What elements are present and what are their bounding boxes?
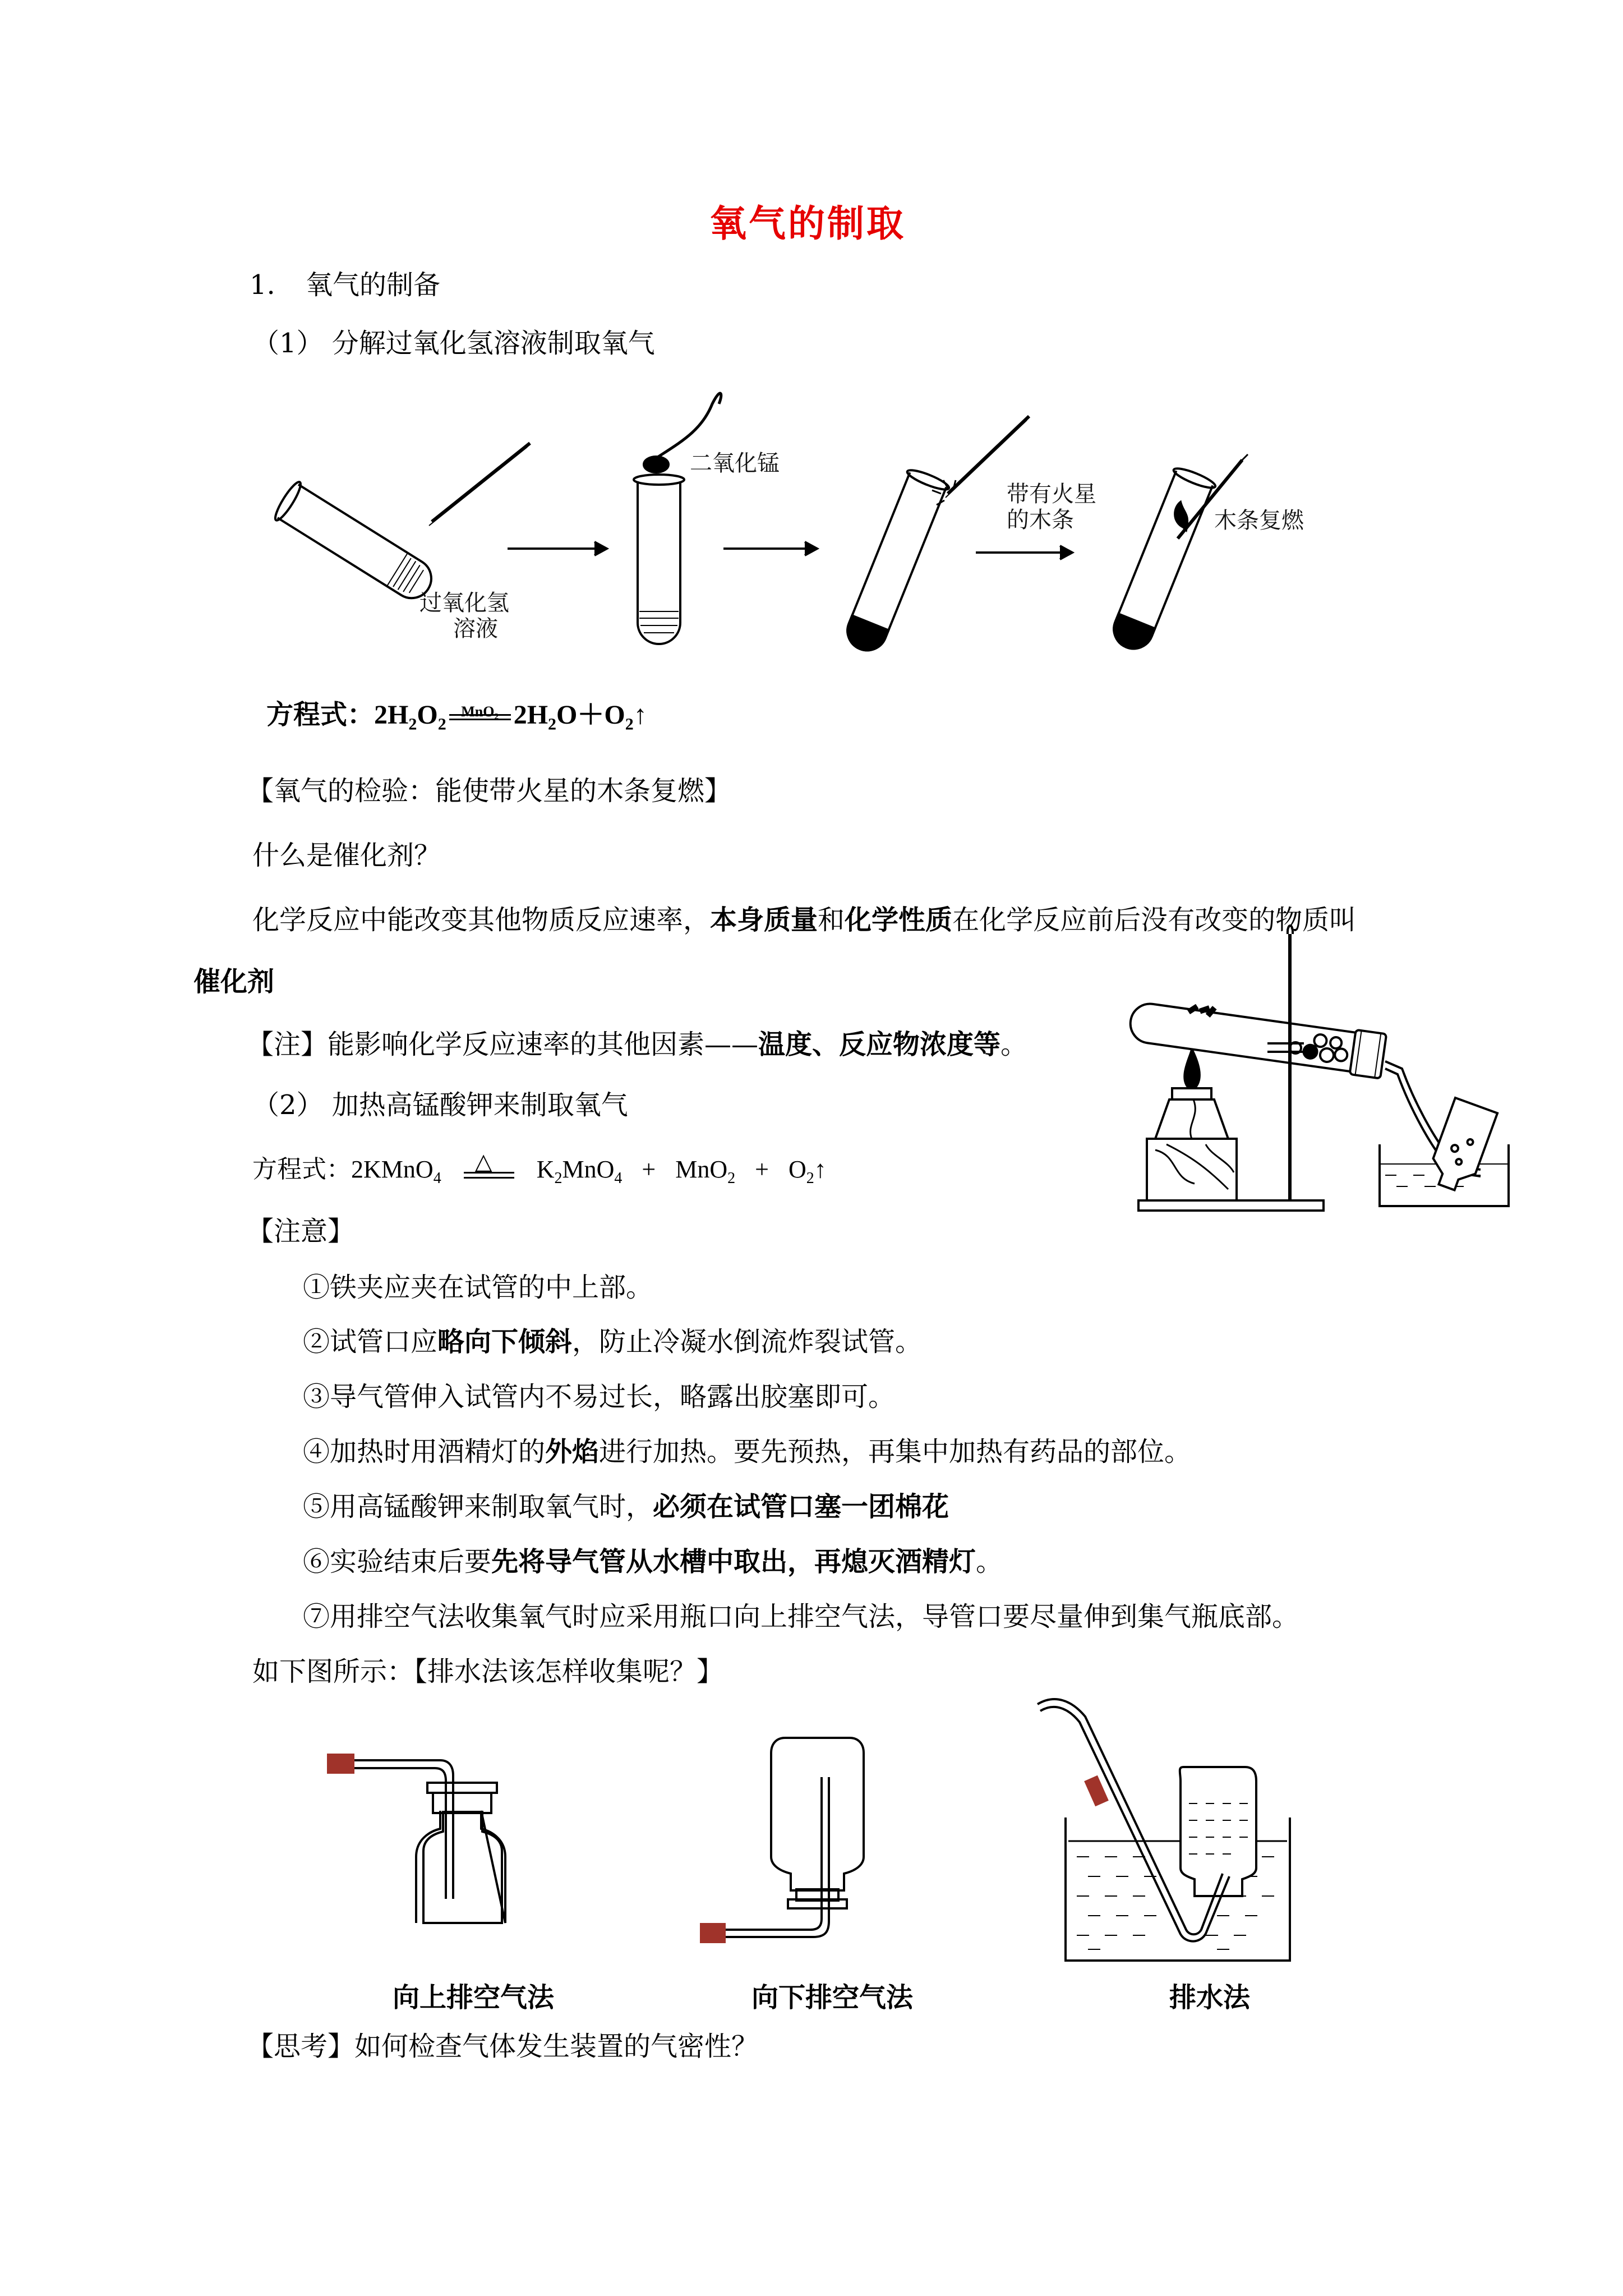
- item6-bold: 先将导气管从水槽中取出，再熄灭酒精灯: [491, 1546, 976, 1577]
- think-question: 【思考】如何检查气体发生装置的气密性？: [247, 2031, 759, 2062]
- eq1-rhs-sub: 2: [548, 715, 557, 734]
- eq2-arrow: ↑: [814, 1156, 827, 1183]
- item6-part2: 。: [976, 1546, 1003, 1577]
- item4-bold: 外焰: [545, 1436, 600, 1467]
- item1-text: ①铁夹应夹在试管的中上部。: [303, 1272, 653, 1303]
- caption-water-displacement: 排水法: [1169, 1982, 1251, 2013]
- eq1-condition-text: MnO₂: [461, 703, 499, 720]
- note-bold: 温度、反应物浓度等: [758, 1029, 1001, 1060]
- label-mno2: 二氧化锰: [690, 450, 780, 476]
- attention-heading: 【注意】: [247, 1216, 355, 1247]
- eq2-plus1: +: [642, 1156, 656, 1183]
- item2-bold: 略向下倾斜: [437, 1326, 573, 1358]
- def-part2: 和: [818, 904, 845, 936]
- upward-displacement-bottle: [343, 1760, 505, 1923]
- item7-text: ⑦用排空气法收集氧气时应采用瓶口向上排空气法，导管口要尽量伸到集气瓶底部。: [303, 1601, 1299, 1632]
- eq1-lhs-sub: 2: [408, 715, 417, 734]
- item6-part1: ⑥实验结束后要: [303, 1546, 492, 1577]
- eq2-lhs: 2KMnO: [351, 1156, 434, 1183]
- item5-bold: 必须在试管口塞一团棉花: [653, 1491, 949, 1522]
- section-heading: 氧气的制备: [306, 269, 441, 301]
- catalyst-term: 催化剂: [193, 966, 275, 997]
- note-part2: 。: [1000, 1029, 1028, 1060]
- eq2-p2-sub: 2: [727, 1169, 736, 1187]
- item5-part1: ⑤用高锰酸钾来制取氧气时，: [303, 1491, 653, 1522]
- subsection-heading-2: （2） 加热高锰酸钾来制取氧气: [252, 1089, 628, 1121]
- label-splint-line1: 带有火星: [1007, 481, 1096, 507]
- eq2-p3: O: [788, 1156, 806, 1183]
- label-reignite: 木条复燃: [1214, 508, 1304, 533]
- label-h2o2-line2: 溶液: [453, 616, 498, 642]
- section-number: 1.: [250, 269, 275, 301]
- item4-part1: ④加热时用酒精灯的: [303, 1436, 546, 1467]
- eq1-rhs: 2H: [513, 700, 548, 730]
- figure-intro: 如下图所示：【排水法该怎样收集呢？】: [252, 1656, 724, 1687]
- page-title: 氧气的制取: [709, 201, 906, 245]
- oxygen-test-note: 【氧气的检验：能使带火星的木条复燃】: [247, 775, 732, 807]
- item2-part1: ②试管口应: [303, 1326, 438, 1358]
- label-splint-line2: 的木条: [1007, 507, 1074, 533]
- eq1-rhs2-sub: 2: [625, 715, 634, 734]
- item4-part2: 进行加热。要先预热，再集中加热有药品的部位。: [599, 1436, 1192, 1467]
- eq1-rhs2: O＋O: [556, 700, 625, 730]
- eq1-lhs2: O: [417, 700, 438, 730]
- eq2-p2: MnO: [675, 1156, 728, 1183]
- eq2-p1-sub: 2: [554, 1169, 562, 1187]
- equation-1-label: 方程式：: [266, 700, 375, 730]
- note-part1: 【注】能影响化学反应速率的其他因素——: [247, 1029, 759, 1060]
- water-displacement-apparatus: [1038, 1699, 1290, 1961]
- catalyst-question: 什么是催化剂？: [252, 840, 441, 871]
- def-part3: 在化学反应前后没有改变的物质叫: [952, 904, 1357, 936]
- item3-text: ③导气管伸入试管内不易过长，略露出胶塞即可。: [303, 1381, 896, 1412]
- eq2-p1b-sub: 4: [614, 1169, 623, 1187]
- eq2-p1: K: [536, 1156, 555, 1183]
- caption-downward-displacement: 向下排空气法: [751, 1982, 914, 2013]
- eq1-arrow: ↑: [633, 700, 647, 730]
- eq2-p1b: MnO: [562, 1156, 615, 1183]
- def-bold2: 化学性质: [845, 904, 953, 936]
- eq2-plus2: +: [755, 1156, 769, 1183]
- subsection-heading-1: （1） 分解过氧化氢溶液制取氧气: [252, 328, 655, 359]
- label-h2o2-line1: 过氧化氢: [419, 590, 509, 616]
- item2-part2: ，防止冷凝水倒流炸裂试管。: [572, 1326, 923, 1358]
- eq2-p3-sub: 2: [806, 1169, 814, 1187]
- def-bold1: 本身质量: [710, 904, 818, 936]
- equation-2-label: 方程式：: [252, 1155, 351, 1184]
- eq1-lhs2-sub: 2: [437, 715, 446, 734]
- eq2-lhs-sub: 4: [433, 1169, 441, 1187]
- caption-upward-displacement: 向上排空气法: [393, 1982, 555, 2013]
- eq2-condition-text: △: [474, 1149, 492, 1174]
- downward-displacement-bottle: [715, 1738, 864, 1937]
- def-part1: 化学反应中能改变其他物质反应速率，: [252, 904, 711, 936]
- eq1-lhs: 2H: [374, 700, 409, 730]
